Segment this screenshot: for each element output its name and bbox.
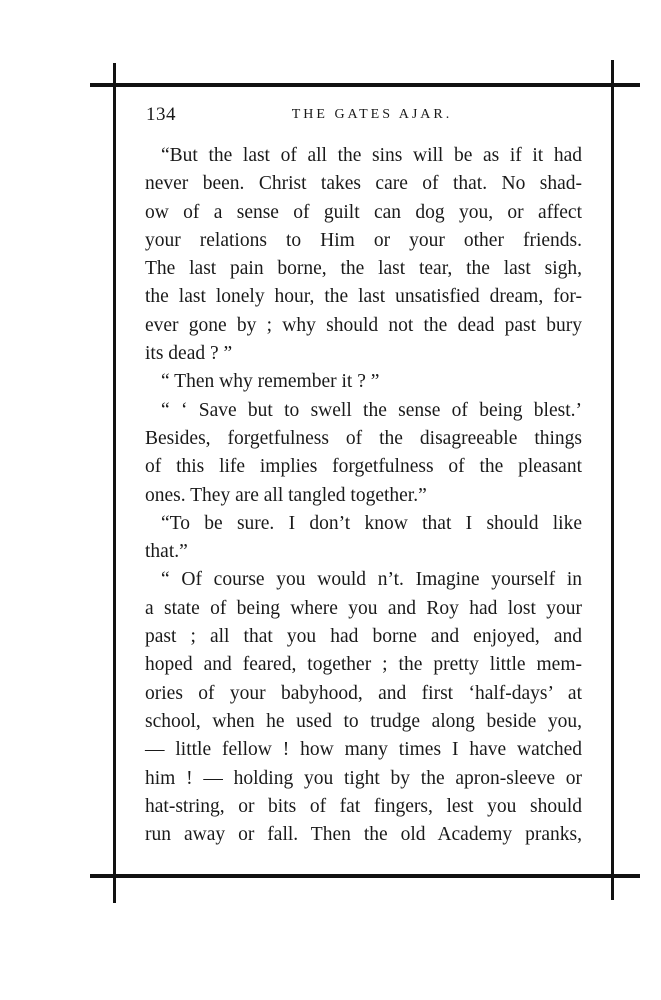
- text-line: ories of your babyhood, and first ‘half-days’ at: [145, 682, 582, 704]
- text-line: hoped and feared, together ; the pretty little mem-: [145, 654, 582, 676]
- text-line: The last pain borne, the last tear, the last sigh,: [145, 258, 582, 280]
- text-line: ow of a sense of guilt can dog you, or affect: [145, 201, 582, 223]
- frame-rule-bottom: [90, 874, 640, 878]
- text-line: past ; all that you had borne and enjoyed, and: [145, 626, 582, 648]
- text-line: “To be sure. I don’t know that I should like: [161, 512, 582, 534]
- text-line: school, when he used to trudge along beside you,: [145, 710, 582, 732]
- text-line: “ Of course you would n’t. Imagine yourself in: [161, 569, 582, 591]
- text-line: never been. Christ takes care of that. No shad-: [145, 173, 582, 195]
- text-line: that.”: [145, 541, 188, 563]
- text-line: run away or fall. Then the old Academy pranks,: [145, 824, 582, 846]
- text-line: your relations to Him or your other friends.: [145, 229, 582, 251]
- text-line: ever gone by ; why should not the dead past bury: [145, 314, 582, 336]
- text-line: him ! — holding you tight by the apron-sleeve or: [145, 767, 582, 789]
- text-line: — little fellow ! how many times I have watched: [145, 739, 582, 761]
- text-line: ones. They are all tangled together.”: [145, 484, 427, 506]
- frame-rule-right: [611, 60, 614, 900]
- page-number: 134: [146, 104, 176, 125]
- text-line: its dead ? ”: [145, 343, 233, 365]
- text-line: “ Then why remember it ? ”: [161, 371, 380, 393]
- frame-rule-top: [90, 83, 640, 87]
- running-title: THE GATES AJAR.: [291, 107, 453, 122]
- text-line: “But the last of all the sins will be as if it had: [161, 145, 582, 166]
- frame-rule-left: [113, 63, 116, 903]
- text-line: the last lonely hour, the last unsatisfied dream, for-: [145, 286, 582, 308]
- text-line: of this life implies forgetfulness of the pleasant: [145, 456, 582, 478]
- text-line: “ ‘ Save but to swell the sense of being blest.’: [161, 399, 582, 421]
- running-head: [146, 104, 584, 130]
- text-line: hat-string, or bits of fat fingers, lest you should: [145, 795, 582, 817]
- text-line: a state of being where you and Roy had lost your: [145, 597, 582, 619]
- body-text: [145, 142, 582, 849]
- text-line: Besides, forgetfulness of the disagreeable things: [145, 427, 582, 449]
